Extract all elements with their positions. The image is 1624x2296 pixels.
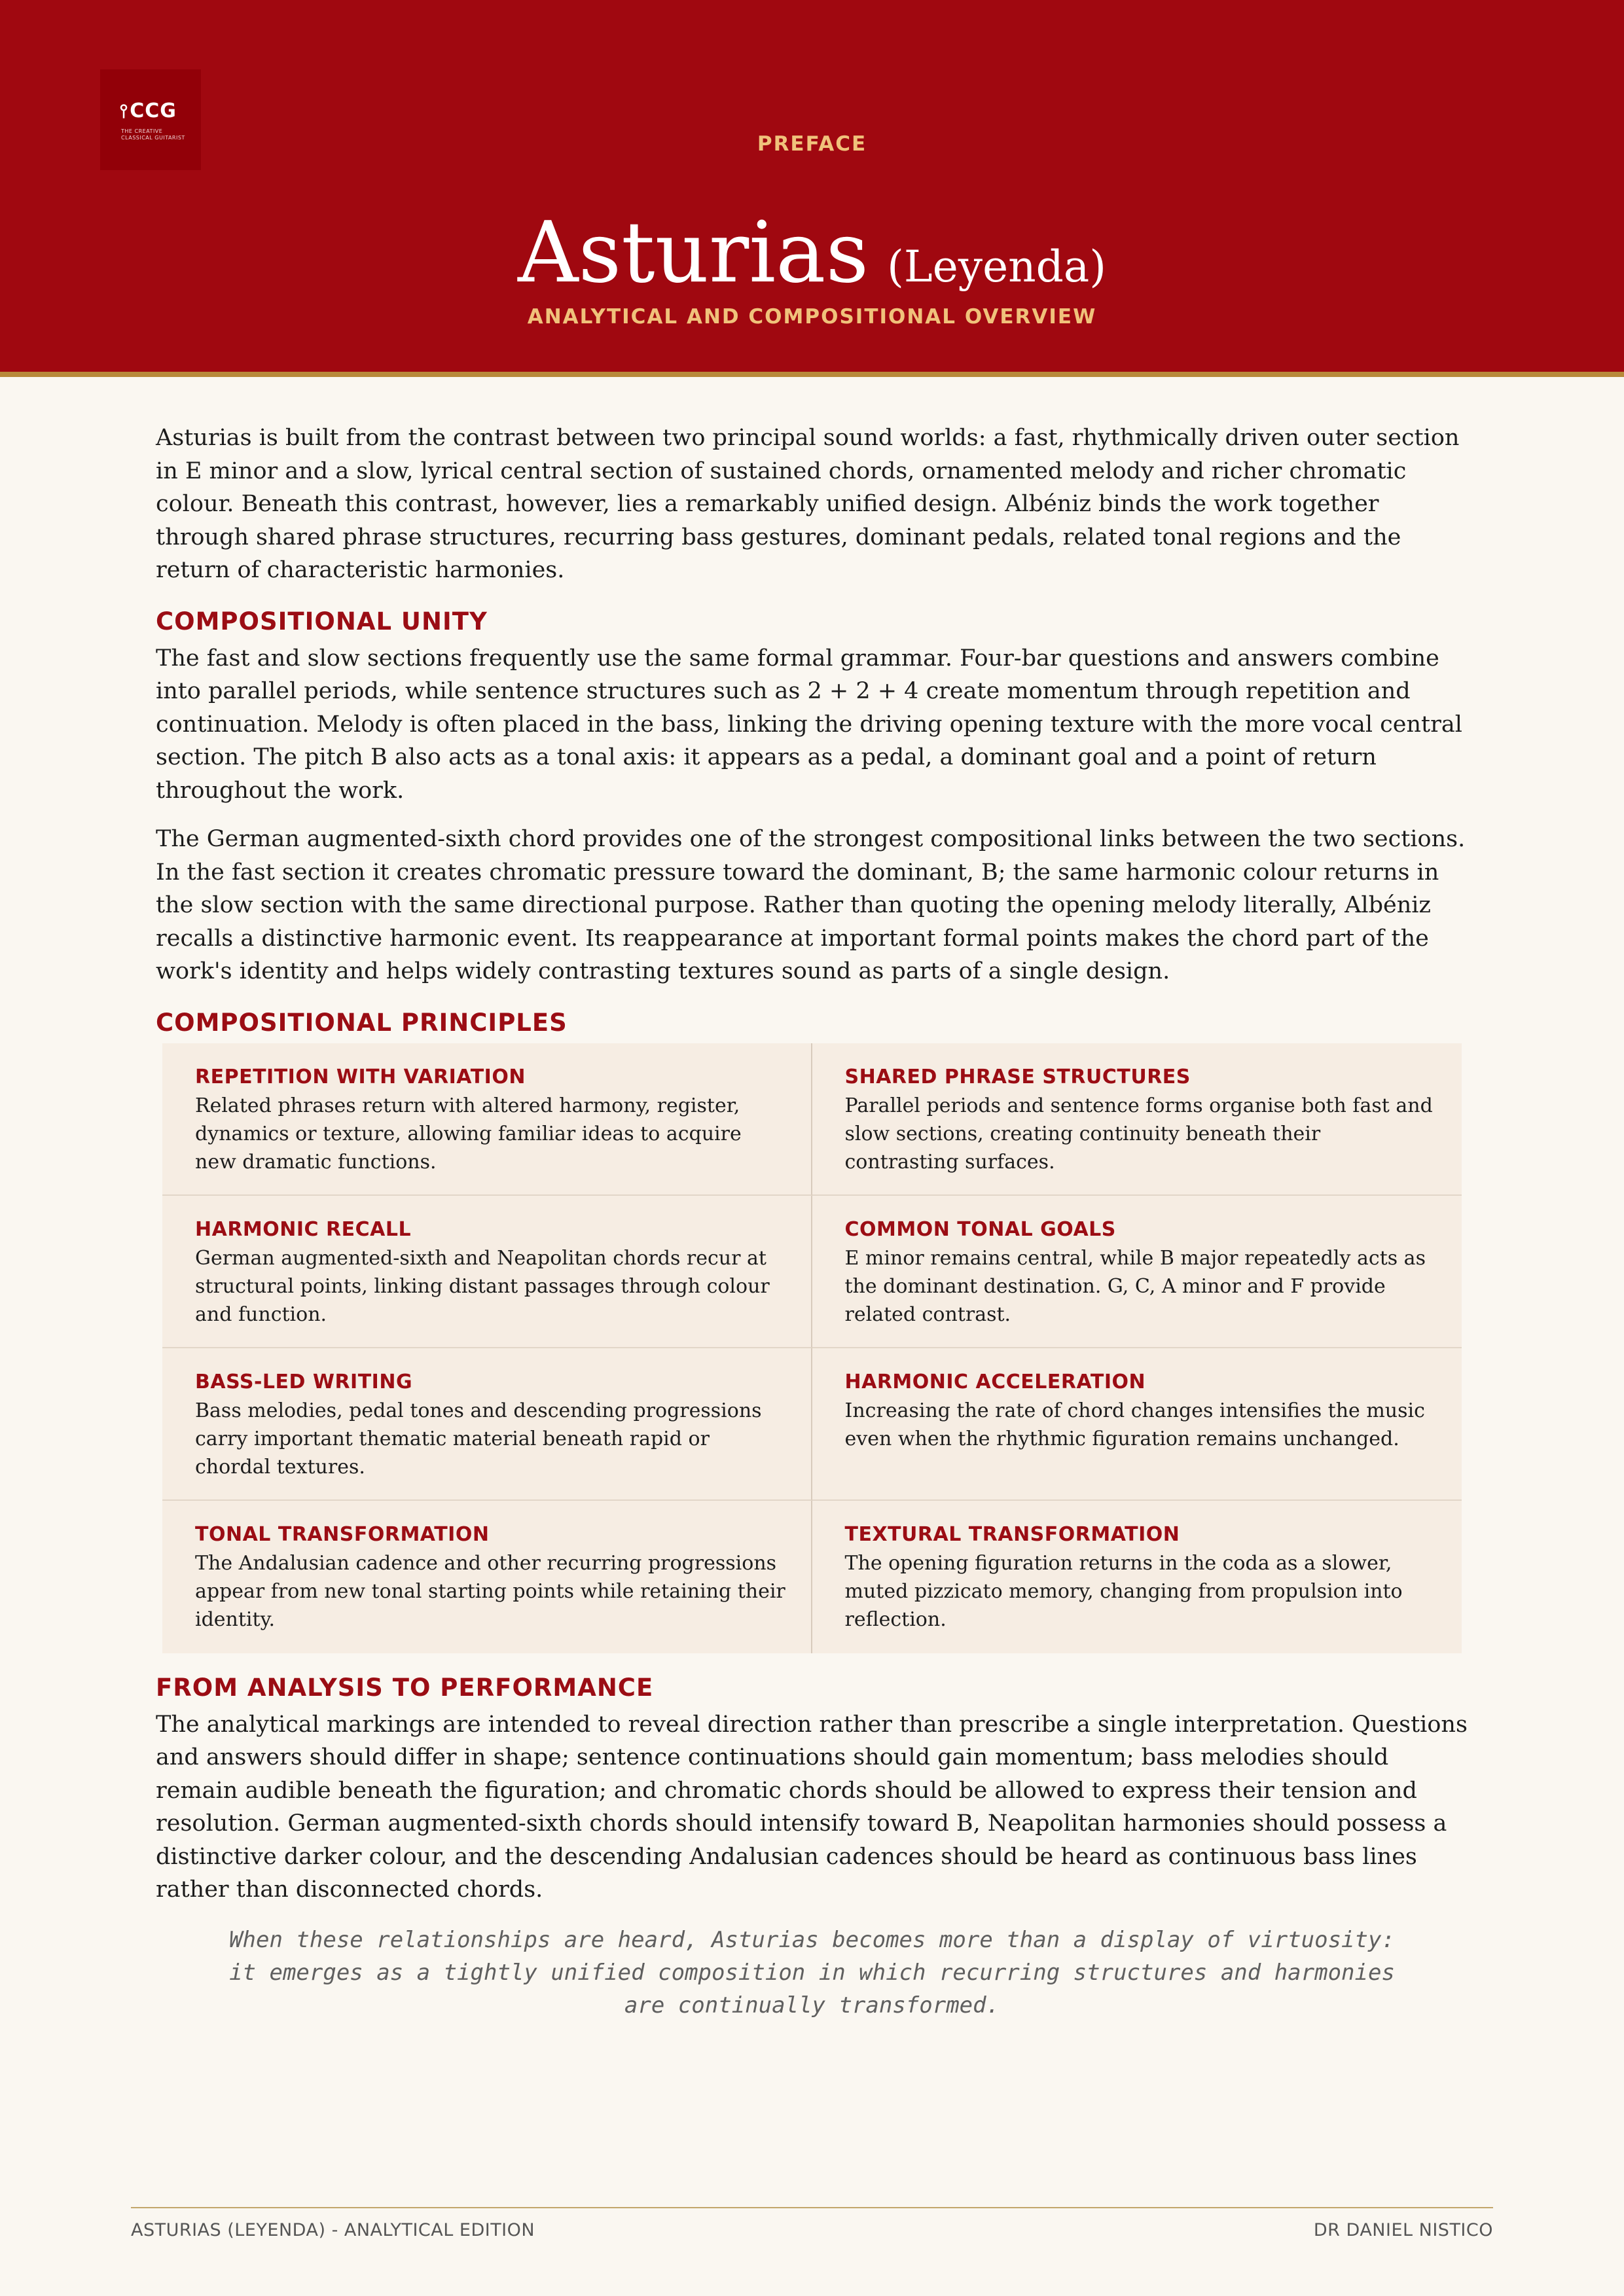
principle-text: German augmented-sixth and Neapolitan chords recur at structural points, linking distant passages through colour and function. xyxy=(195,1246,770,1326)
footer-divider xyxy=(131,2207,1493,2208)
heading-analysis-to-performance: FROM ANALYSIS TO PERFORMANCE xyxy=(156,1673,654,1702)
principle-text: The opening figuration returns in the coda as a slower, muted pizzicato memory, changing from propulsion into reflection. xyxy=(844,1551,1403,1631)
principle-text: E minor remains central, while B major repeatedly acts as the dominant destination. G, C, A minor and F provide related contrast. xyxy=(844,1246,1426,1326)
closing-quote: When these relationships are heard, Asturias becomes more than a display of virtuosity: it emerges as a tightly unified composition in which recurring structures and harmonies are continually transformed. xyxy=(229,1926,1395,2018)
unity-paragraph-2: The German augmented-sixth chord provides one of the strongest compositional links between the two sections. In the fast section it creates chromatic pressure toward the dominant, B; the same harmonic colour returns in the slow section with the same directional purpose. Rather than quoting the opening melody literally, Albéniz recalls a distinctive harmonic event. Its reappearance at important formal points makes the chord part of the work's identity and helps widely contrasting textures sound as parts of a single design. xyxy=(156,826,1466,984)
page-title xyxy=(0,204,1624,302)
header-banner xyxy=(0,0,1624,372)
title-suffix: (Leyenda) xyxy=(887,242,1106,292)
intro-paragraph: Asturias is built from the contrast between two principal sound worlds: a fast, rhythmically driven outer section in E minor and a slow, lyrical central section of sustained chords, ornamented melody and richer chromatic colour. Beneath this contrast, however, lies a remarkably unified design. Albéniz binds the work together through shared phrase structures, recurring bass gestures, dominant pedals, related tonal regions and the return of characteristic harmonies. xyxy=(156,425,1460,583)
principle-card xyxy=(812,1196,1462,1348)
principle-card xyxy=(162,1348,812,1501)
heading-compositional-unity: COMPOSITIONAL UNITY xyxy=(156,607,488,636)
guitar-pin-icon: ⫯ xyxy=(120,100,129,122)
principle-title: COMMON TONAL GOALS xyxy=(844,1217,1116,1241)
principle-text: Parallel periods and sentence forms organise both fast and slow sections, creating continuity beneath their contrasting surfaces. xyxy=(844,1094,1433,1174)
principle-text: Bass melodies, pedal tones and descending progressions carry important thematic material beneath rapid or chordal textures. xyxy=(195,1399,762,1479)
performance-paragraph: The analytical markings are intended to reveal direction rather than prescribe a single interpretation. Questions and answers should differ in shape; sentence continuations should gain momentum; bass melodies should remain audible beneath the figuration; and chromatic chords should be allowed to express their tension and resolution. German augmented-sixth chords should intensify toward B, Neapolitan harmonies should possess a distinctive darker colour, and the descending Andalusian cadences should be heard as continuous bass lines rather than disconnected chords. xyxy=(156,1711,1468,1903)
principle-card xyxy=(162,1501,812,1653)
logo-mark xyxy=(120,99,177,122)
footer-author: DR DANIEL NISTICO xyxy=(1313,2220,1493,2240)
principle-title: TONAL TRANSFORMATION xyxy=(195,1522,490,1546)
title-main: Asturias xyxy=(518,204,869,302)
unity-paragraph-1: The fast and slow sections frequently use the same formal grammar. Four-bar questions and answers combine into parallel periods, while sentence structures such as 2 + 2 + 4 create momentum through repetition and continuation. Melody is often placed in the bass, linking the driving opening texture with the more vocal central section. The pitch B also acts as a tonal axis: it appears as a pedal, a dominant goal and a point of return throughout the work. xyxy=(156,645,1462,804)
principle-title: HARMONIC ACCELERATION xyxy=(844,1370,1146,1393)
principle-title: REPETITION WITH VARIATION xyxy=(195,1065,526,1088)
principle-text: The Andalusian cadence and other recurring progressions appear from new tonal starting points while retaining their identity. xyxy=(195,1551,785,1631)
principle-title: SHARED PHRASE STRUCTURES xyxy=(844,1065,1191,1088)
principle-title: HARMONIC RECALL xyxy=(195,1217,412,1241)
page-subtitle: ANALYTICAL AND COMPOSITIONAL OVERVIEW xyxy=(527,305,1097,329)
principle-text: Related phrases return with altered harmony, register, dynamics or texture, allowing familiar ideas to acquire new dramatic functions. xyxy=(195,1094,742,1174)
principle-card xyxy=(812,1501,1462,1653)
logo-tagline: THE CREATIVE CLASSICAL GUITARIST xyxy=(121,128,185,141)
heading-compositional-principles: COMPOSITIONAL PRINCIPLES xyxy=(156,1008,568,1037)
logo-text: CCG xyxy=(130,99,177,122)
principles-grid xyxy=(162,1043,1462,1653)
footer-edition: ASTURIAS (LEYENDA) - ANALYTICAL EDITION xyxy=(131,2220,535,2240)
principle-title: BASS-LED WRITING xyxy=(195,1370,413,1393)
main-content xyxy=(156,422,1468,2022)
principle-card xyxy=(812,1043,1462,1196)
section-kicker: PREFACE xyxy=(757,132,867,156)
principle-card xyxy=(162,1043,812,1196)
principle-card xyxy=(162,1196,812,1348)
principle-text: Increasing the rate of chord changes intensifies the music even when the rhythmic figuration remains unchanged. xyxy=(844,1399,1425,1450)
principle-title: TEXTURAL TRANSFORMATION xyxy=(844,1522,1180,1546)
header-divider xyxy=(0,372,1624,377)
principle-card xyxy=(812,1348,1462,1501)
